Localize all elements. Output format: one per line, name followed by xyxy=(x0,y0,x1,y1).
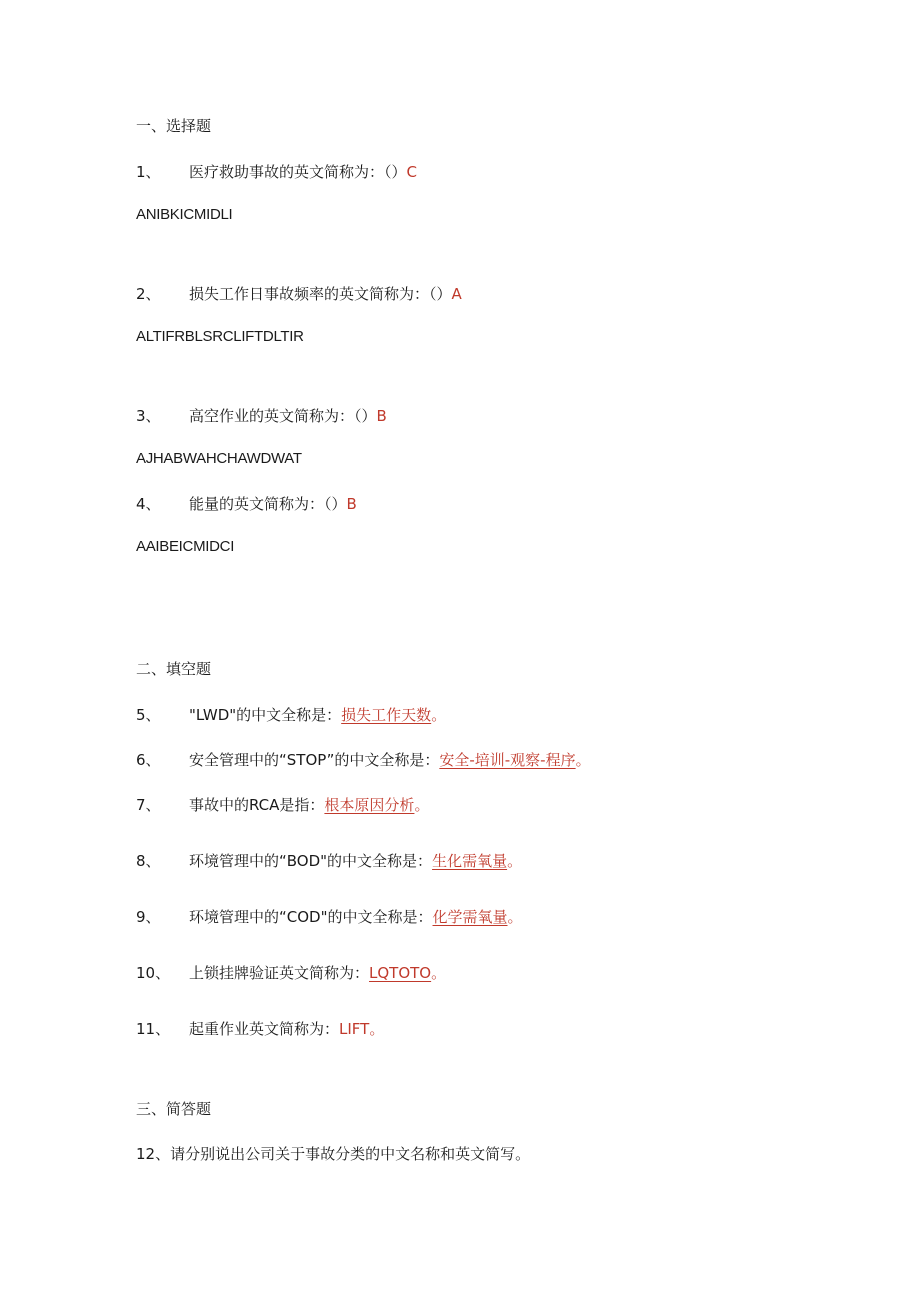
question-number: 6、 xyxy=(136,751,161,769)
question-5 xyxy=(136,705,446,725)
question-number: 4、 xyxy=(136,495,161,513)
question-number: 1、 xyxy=(136,163,161,181)
question-12 xyxy=(136,1144,530,1164)
question-answer: 生化需氧量 xyxy=(432,852,508,870)
question-text: 起重作业英文简称为： xyxy=(189,1020,340,1038)
question-text: 环境管理中的“BOD"的中文全称是： xyxy=(189,852,433,870)
question-answer: 损失工作天数 xyxy=(341,706,432,724)
question-end: 。 xyxy=(414,796,430,814)
question-text: 请分别说出公司关于事故分类的中文名称和英文简写。 xyxy=(170,1145,531,1163)
question-4-options: AAIBEICMIDCI xyxy=(136,538,235,555)
question-4 xyxy=(136,494,357,514)
question-text: 上锁挂牌验证英文简称为： xyxy=(189,964,370,982)
question-end: 。 xyxy=(507,908,523,926)
question-end: 。 xyxy=(431,964,447,982)
question-text: 高空作业的英文简称为：（） xyxy=(189,407,377,425)
question-number: 2、 xyxy=(136,285,161,303)
question-end: 。 xyxy=(369,1020,385,1038)
question-text: 医疗救助事故的英文简称为：（） xyxy=(189,163,407,181)
question-answer: 化学需氧量 xyxy=(432,908,508,926)
question-answer: 根本原因分析 xyxy=(324,796,415,814)
section-heading-short: 三、简答题 xyxy=(136,1100,212,1118)
question-text: 环境管理中的“COD"的中文全称是： xyxy=(189,908,433,926)
question-answer: C xyxy=(406,163,417,181)
question-8 xyxy=(136,851,522,871)
section-heading-choice: 一、选择题 xyxy=(136,117,212,135)
question-text: "LWD"的中文全称是： xyxy=(189,706,342,724)
question-number: 11、 xyxy=(136,1020,171,1038)
question-6 xyxy=(136,750,591,770)
question-answer: B xyxy=(376,407,387,425)
question-text: 事故中的RCA是指： xyxy=(189,796,325,814)
question-number: 9、 xyxy=(136,908,161,926)
question-2 xyxy=(136,284,462,304)
question-answer: LQTOTO xyxy=(369,964,432,982)
question-10 xyxy=(136,963,446,983)
question-answer: 安全-培训-观察-程序 xyxy=(439,751,576,769)
question-text: 能量的英文简称为：（） xyxy=(189,495,347,513)
question-3 xyxy=(136,406,387,426)
question-1 xyxy=(136,162,417,182)
question-number: 12、 xyxy=(136,1145,171,1163)
question-end: 。 xyxy=(431,706,447,724)
question-number: 10、 xyxy=(136,964,171,982)
question-11 xyxy=(136,1019,384,1039)
question-9 xyxy=(136,907,523,927)
question-answer: B xyxy=(346,495,357,513)
question-number: 7、 xyxy=(136,796,161,814)
question-2-options: ALTIFRBLSRCLIFTDLTIR xyxy=(136,328,304,345)
question-number: 5、 xyxy=(136,706,161,724)
question-number: 3、 xyxy=(136,407,161,425)
question-3-options: AJHABWAHCHAWDWAT xyxy=(136,450,302,467)
question-number: 8、 xyxy=(136,852,161,870)
question-text: 损失工作日事故频率的英文简称为：（） xyxy=(189,285,452,303)
question-7 xyxy=(136,795,429,815)
question-text: 安全管理中的“STOP”的中文全称是： xyxy=(189,751,440,769)
question-end: 。 xyxy=(507,852,523,870)
question-1-options: ANIBKICMIDLI xyxy=(136,206,233,223)
question-answer: LIFT xyxy=(339,1020,370,1038)
question-answer: A xyxy=(451,285,462,303)
question-end: 。 xyxy=(575,751,591,769)
section-heading-fill: 二、填空题 xyxy=(136,660,212,678)
